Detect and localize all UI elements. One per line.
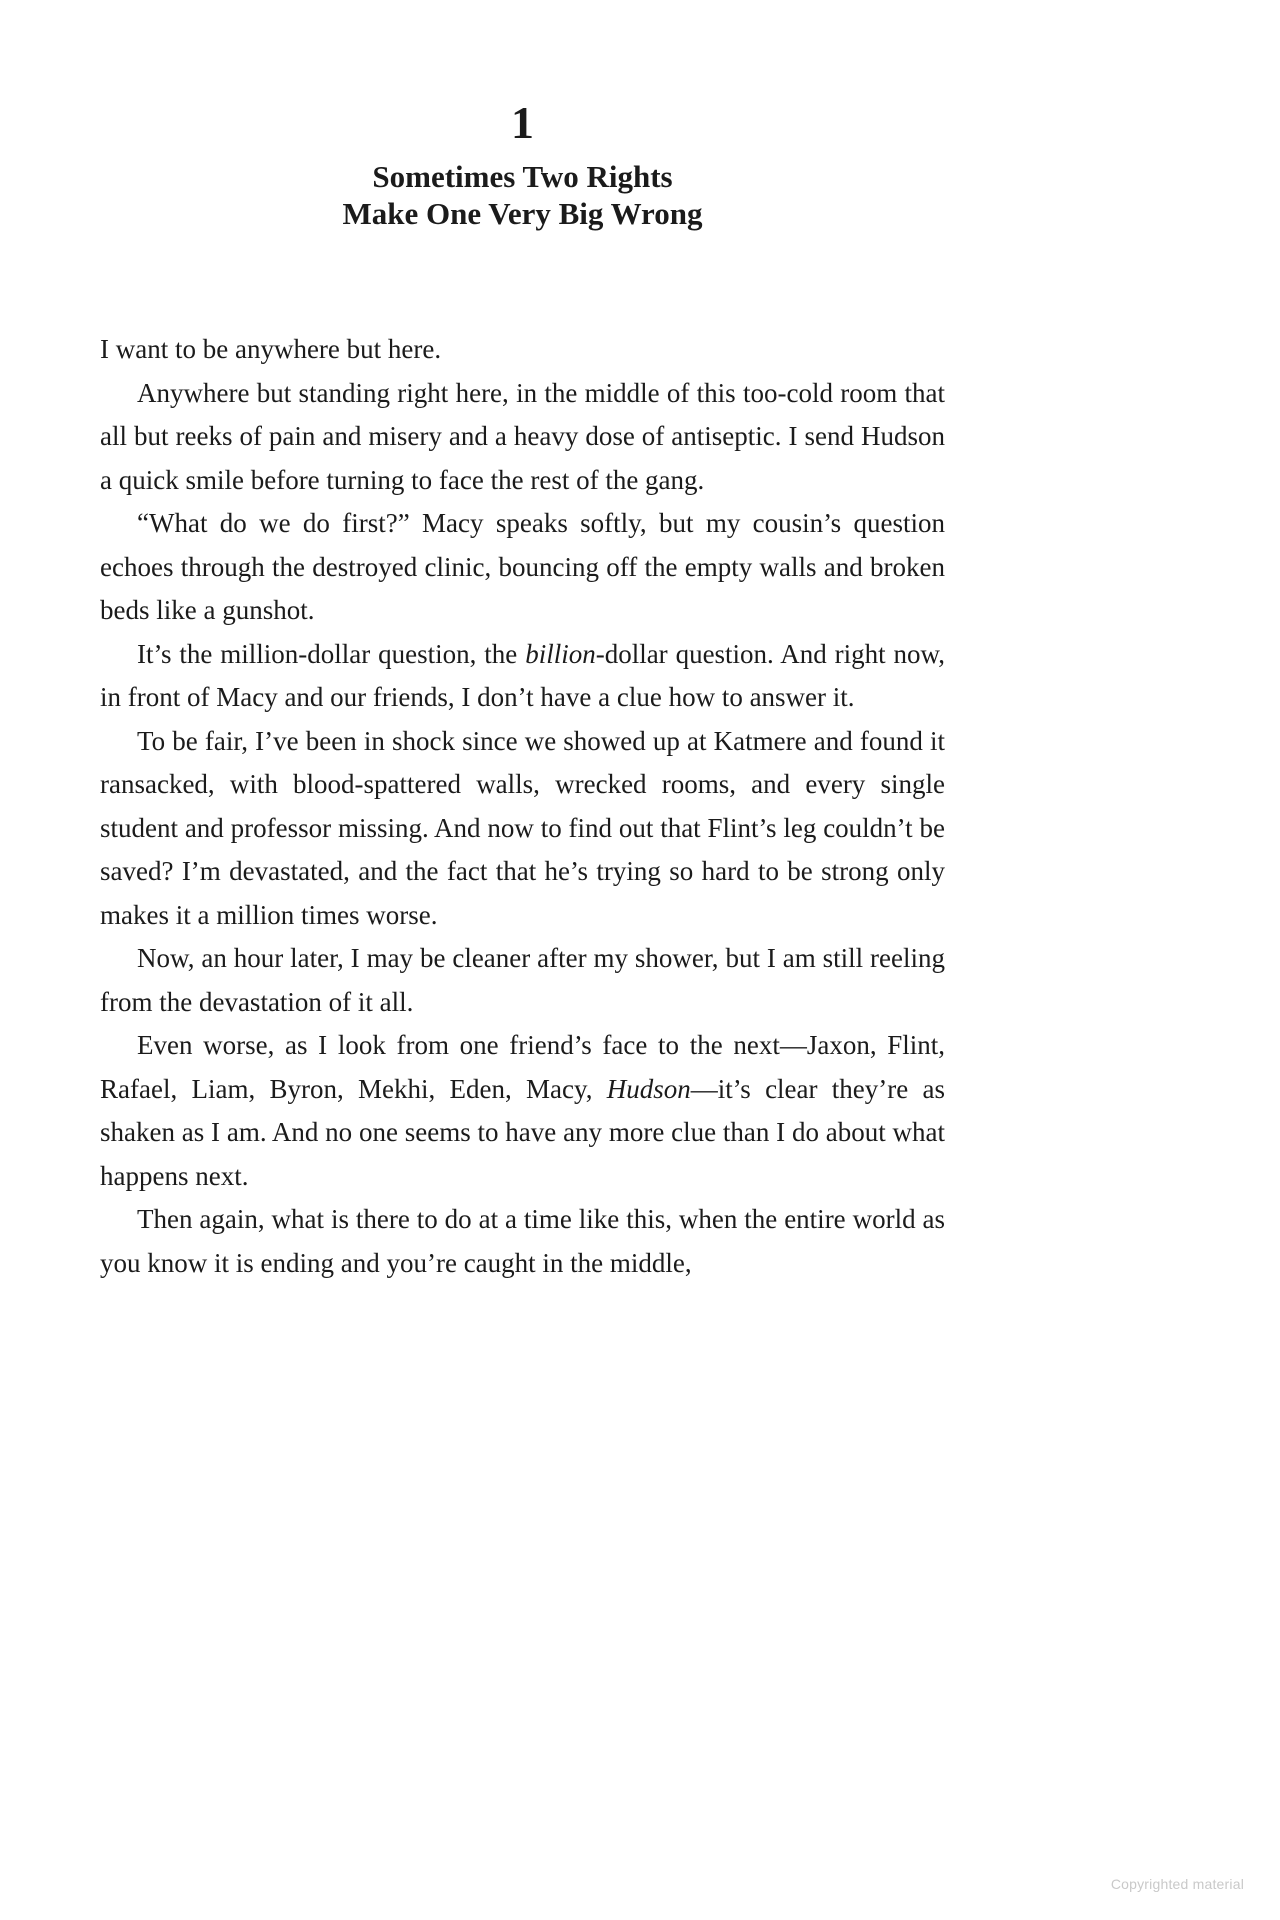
paragraph [100, 633, 945, 720]
text-column [100, 0, 945, 1285]
paragraph [100, 720, 945, 938]
text-segment: Then again, what is there to do at a time like this, when the entire world as you know it is ending and you’re caught in the middle, [100, 1204, 945, 1278]
italic-text: Hudson [606, 1073, 691, 1104]
body-text [100, 328, 945, 1285]
chapter-title [100, 158, 945, 232]
paragraph [100, 1024, 945, 1198]
text-segment: Now, an hour later, I may be cleaner after my shower, but I am still reeling from the devastation of it all. [100, 943, 945, 1017]
paragraph [100, 937, 945, 1024]
paragraph [100, 502, 945, 633]
chapter-title-line-2: Make One Very Big Wrong [342, 196, 703, 231]
text-segment: To be fair, I’ve been in shock since we showed up at Katmere and found it ransacked, with blood-spattered walls, wrecked rooms, and every single student and professor missing. And now to find out that Flint’s leg couldn’t be saved? I’m devastated, and the fact that he’s trying so hard to be strong only makes it a million times worse. [100, 725, 945, 930]
paragraph [100, 328, 945, 372]
text-segment: I want to be anywhere but here. [100, 334, 442, 364]
paragraph [100, 1198, 945, 1285]
text-segment: It’s the million-dollar question, the [137, 638, 526, 669]
text-segment: “What do we do first?” Macy speaks softly, but my cousin’s question echoes through the destroyed clinic, bouncing off the empty walls and broken beds like a gunshot. [100, 508, 945, 625]
text-segment: Anywhere but standing right here, in the middle of this too-cold room that all but reeks of pain and misery and a heavy dose of antiseptic. I send Hudson a quick smile before turning to face the rest of the gang. [100, 377, 945, 495]
copyright-notice: Copyrighted material [1110, 1876, 1244, 1892]
chapter-title-line-1: Sometimes Two Rights [372, 159, 673, 194]
text-segment: -dollar question. And right now, in front of Macy and our friends, I don’t have a clue how to answer it. [100, 638, 945, 712]
text-segment: Even worse, as I look from one friend’s face to the next—Jaxon, Flint, Rafael, Liam, Byron, Mekhi, Eden, Macy, [100, 1030, 945, 1104]
chapter-number: 1 [511, 97, 534, 148]
text-segment: —it’s clear they’re as shaken as I am. And no one seems to have any more clue than I do about what happens next. [100, 1073, 945, 1191]
paragraph [100, 372, 945, 503]
italic-text: billion [525, 638, 596, 669]
